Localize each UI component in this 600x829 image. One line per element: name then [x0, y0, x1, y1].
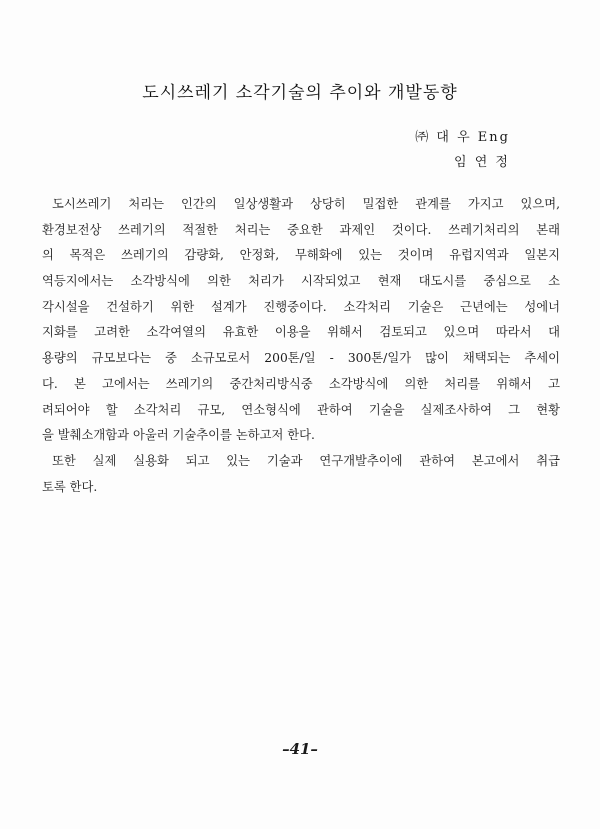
paragraph-line: 지화를 고려한 소각여열의 유효한 이용을 위해서 검토되고 있으며 따라서 대 — [42, 325, 560, 340]
paragraph-line: 역등지에서는 소각방식에 의한 처리가 시작되었고 현재 대도시를 중심으로 소 — [42, 274, 560, 289]
paragraph-line: 각시설을 건설하기 위한 설계가 진행중이다. 소각처리 기술은 근년에는 성에너 — [42, 299, 560, 314]
body-text — [42, 192, 560, 500]
paragraph-line: 려되어야 할 소각처리 규모, 연소형식에 관하여 기술을 실제조사하여 그 현황 — [42, 402, 560, 417]
page-number: –41– — [282, 740, 318, 758]
paragraph-line: 토록 한다. — [42, 479, 98, 494]
paragraph-line: 용량의 규모보다는 중 소규모로서 200톤/일 - 300톤/일가 많이 채택되는 추세이 — [42, 351, 560, 366]
paragraph-line: 환경보전상 쓰레기의 적절한 처리는 중요한 과제인 것이다. 쓰레기처리의 본래 — [42, 222, 560, 237]
paragraph-line: 또한 실제 실용화 되고 있는 기술과 연구개발추이에 관하여 본고에서 취급 — [52, 453, 560, 468]
paragraph-line: 을 발췌소개함과 아울러 기술추이를 논하고저 한다. — [42, 428, 315, 443]
paragraph-line: 다. 본 고에서는 쓰레기의 중간처리방식중 소각방식에 의한 처리를 위해서 고 — [42, 376, 560, 391]
paper-title: 도시쓰레기 소각기술의 추이와 개발동향 — [142, 83, 458, 103]
paragraph-line: 의 목적은 쓰레기의 감량화, 안정화, 무해화에 있는 것이며 유럽지역과 일본지 — [42, 248, 560, 263]
author-affiliation: ㈜ 대 우 Eng — [415, 130, 510, 145]
paragraph-line: 도시쓰레기 처리는 인간의 일상생활과 상당히 밀접한 관계를 가지고 있으며, — [52, 197, 560, 211]
author-name: 임 연 정 — [454, 155, 510, 170]
